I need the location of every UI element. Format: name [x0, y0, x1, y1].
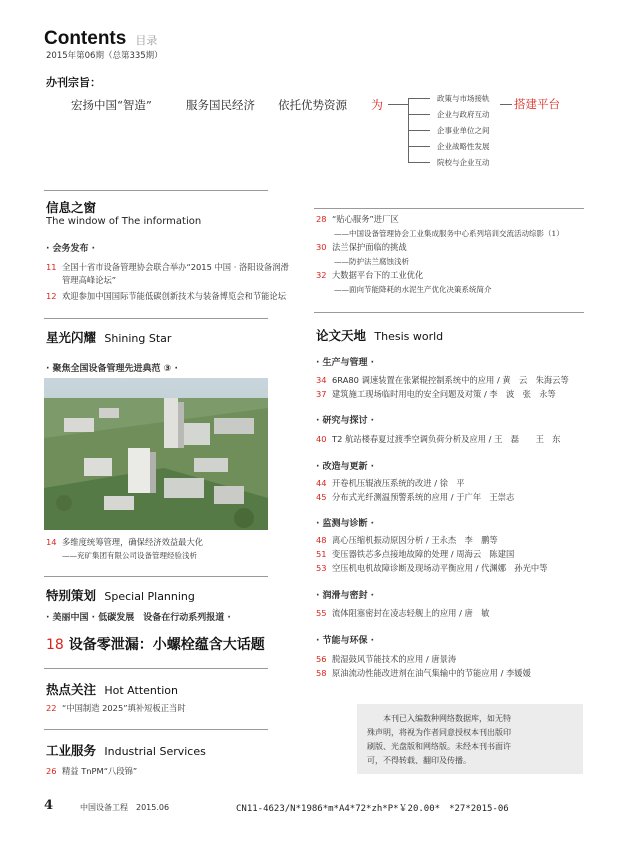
entry-title: 法兰保护面临的挑战: [332, 242, 407, 252]
page-number: 11: [46, 262, 57, 272]
toc-entry-48[interactable]: [316, 535, 498, 546]
toc-entry-45[interactable]: [316, 492, 514, 503]
info-title-en: The window of The information: [46, 216, 202, 227]
toc-entry-14[interactable]: [46, 537, 203, 548]
page-number: 30: [316, 242, 327, 252]
bracket-stem: [388, 104, 408, 105]
notice-line: 殊声明，将视为作者同意授权本刊出版印: [367, 728, 511, 737]
toc-entry-40[interactable]: [316, 434, 560, 445]
toc-entry-58[interactable]: [316, 668, 531, 679]
contents-title: Contents: [44, 28, 127, 49]
star-title-cn: 星光闪耀: [46, 330, 97, 345]
page-number: 28: [316, 214, 327, 224]
industrial-title-en: Industrial Services: [104, 745, 206, 758]
entry-title: 空压机电机故障诊断及现场动平衡应用 / 代渊娜 孙光中等: [332, 563, 548, 573]
entry-title: 流体阻塞密封在凌志轻舰上的应用 / 唐 敏: [332, 608, 490, 618]
headline-text: 设备零泄漏：小螺栓蕴含大话题: [68, 637, 265, 653]
toc-entry-32[interactable]: [316, 270, 423, 281]
entry-title: “贴心服务”进厂区: [332, 214, 399, 224]
page-number: 55: [316, 608, 327, 618]
thesis-title-en: Thesis world: [374, 330, 444, 343]
toc-entry-11-cont: 管理高峰论坛”: [62, 275, 117, 285]
toc-entry-22[interactable]: [46, 703, 186, 714]
page-number: 22: [46, 703, 57, 713]
entry-title: 精益 TnPM“八段锦”: [62, 766, 138, 776]
notice-line: 刷版、光盘版和网络版。未经本刊书面许: [367, 742, 511, 751]
purpose-item-1: 政策与市场接轨: [437, 94, 490, 103]
page-number: 40: [316, 434, 327, 444]
entry-title: 大数据平台下的工业优化: [332, 270, 424, 280]
bracket-tick-3: [408, 130, 430, 131]
toc-entry-56[interactable]: [316, 654, 456, 665]
purpose-item-2: 企业与政府互动: [437, 110, 490, 119]
special-title-cn: 特别策划: [46, 588, 97, 603]
toc-entry-37[interactable]: [316, 389, 556, 400]
note-28: ——中国设备管理协会工业集成服务中心系列培训交流活动综影（1）: [334, 229, 564, 238]
thesis-title: [316, 326, 443, 344]
star-title-en: Shining Star: [104, 332, 172, 345]
notice-line: 本刊已入编数种网络数据库，如无特: [383, 714, 511, 723]
rule-right-top: [314, 208, 584, 209]
page-number: 32: [316, 270, 327, 280]
mulu-title: 目录: [135, 34, 158, 47]
entry-title: 开卷机压辊液压系统的改进 / 徐 平: [332, 478, 465, 488]
entry-title: “中国制造 2025”填补短板正当时: [62, 703, 186, 713]
page-number-footer: 4: [44, 798, 54, 813]
toc-entry-11[interactable]: [46, 262, 289, 273]
entry-title: 建筑施工现场临时用电的安全问题及对策 / 李 波 张 永等: [332, 389, 556, 399]
notice-line: 可，不得转载、翻印及传播。: [367, 756, 471, 765]
bracket-tick-2: [408, 114, 430, 115]
toc-entry-30[interactable]: [316, 242, 407, 253]
special-sub: · 美丽中国 · 低碳发展 设备在行动系列报道 ·: [46, 613, 231, 623]
page-number: 44: [316, 478, 327, 488]
entry-title: 6RA80 调速装置在张紧辊控制系统中的应用 / 黄 云 朱海云等: [332, 375, 569, 385]
page-number: 45: [316, 492, 327, 502]
aerial-photo: [44, 378, 268, 530]
purpose-item-3: 企事业单位之间: [437, 126, 490, 135]
issue-line: 2015年第06期（总第335期）: [46, 51, 163, 61]
entry-title: 欢迎参加中国国际节能低碳创新技术与装备博览会和节能论坛: [62, 291, 287, 301]
hot-title-cn: 热点关注: [46, 682, 97, 697]
industrial-title-cn: 工业服务: [46, 743, 97, 758]
entry-title: 脱湿鼓风节能技术的应用 / 唐景涛: [332, 654, 457, 664]
headline-page: 18: [46, 637, 64, 653]
toc-entry-34[interactable]: [316, 375, 569, 386]
toc-entry-28[interactable]: [316, 214, 399, 225]
purpose-goal: 搭建平台: [514, 97, 560, 111]
page-number: 53: [316, 563, 327, 573]
purpose-item-4: 企业战略性发展: [437, 142, 490, 151]
aerial-photo-svg: [44, 378, 268, 530]
industrial-title: [46, 741, 206, 759]
copyright-notice: [357, 704, 583, 774]
note-32: ——面向节能降耗的水泥生产优化决策系统简介: [334, 285, 492, 294]
page-number: 58: [316, 668, 327, 678]
thesis-title-cn: 论文天地: [316, 328, 367, 343]
special-title: [46, 586, 195, 604]
special-title-en: Special Planning: [104, 590, 195, 603]
page-number: 26: [46, 766, 57, 776]
entry-title: 全国十省市设备管理协会联合举办“2015 中国 · 洛阳设备润滑: [62, 262, 289, 272]
page-number: 14: [46, 537, 57, 547]
rule-info: [44, 190, 268, 191]
purpose-label: 办刊宗旨：: [46, 76, 101, 89]
toc-entry-53[interactable]: [316, 563, 548, 574]
page-number: 34: [316, 375, 327, 385]
bracket-out: [500, 104, 512, 105]
page-number: 12: [46, 291, 57, 301]
star-title: [46, 328, 171, 346]
entry-title: T2 航站楼春夏过渡季空调负荷分析及应用 / 王 磊 王 东: [332, 434, 561, 444]
slogan-3: 依托优势资源: [278, 98, 347, 112]
entry-title: 变压器铁芯多点接地故障的处理 / 周海云 陈建国: [332, 549, 515, 559]
info-title-cn: 信息之窗: [46, 200, 97, 215]
bracket-tick-1: [408, 98, 430, 99]
toc-entry-12[interactable]: [46, 291, 286, 302]
masthead: [44, 28, 157, 50]
group-sub: · 生产与管理 ·: [316, 358, 375, 368]
special-headline[interactable]: [46, 634, 265, 654]
journal-footer: 中国设备工程 2015.06: [80, 803, 170, 812]
slogan-2: 服务国民经济: [186, 98, 255, 112]
group-sub: · 改造与更新 ·: [316, 462, 375, 472]
page-number: 48: [316, 535, 327, 545]
toc-entry-55[interactable]: [316, 608, 489, 619]
entry-title: 原油流动性能改进剂在油气集输中的节能应用 / 李媛媛: [332, 668, 531, 678]
rule-thesis: [314, 312, 584, 313]
bracket-tick-4: [408, 146, 430, 147]
group-sub: · 润滑与密封 ·: [316, 591, 375, 601]
toc-entry-26[interactable]: [46, 766, 137, 777]
hot-title: [46, 680, 178, 698]
entry-title: 多维度统筹管理，确保经济效益最大化: [62, 537, 204, 547]
rule-industrial: [44, 729, 268, 730]
group-sub: · 研究与探讨 ·: [316, 416, 375, 426]
page-number: 51: [316, 549, 327, 559]
rule-special: [44, 576, 268, 577]
toc-entry-51[interactable]: [316, 549, 514, 560]
info-sub: · 会务发布 ·: [46, 244, 96, 254]
entry-title: 分布式光纤测温预警系统的应用 / 于广年 王崇志: [332, 492, 515, 502]
rule-hot: [44, 668, 268, 669]
rule-star: [44, 318, 268, 319]
group-sub: · 节能与环保 ·: [316, 636, 375, 646]
page-number: 56: [316, 654, 327, 664]
info-title: [46, 198, 96, 216]
entry-title: 离心压缩机振动原因分析 / 王永杰 李 鹏等: [332, 535, 498, 545]
group-sub: · 监测与诊断 ·: [316, 519, 375, 529]
hot-title-en: Hot Attention: [104, 684, 178, 697]
slogan-wei: 为: [371, 98, 384, 112]
page-number: 37: [316, 389, 327, 399]
cn-code-footer: CN11-4623/N*1986*m*A4*72*zh*P*￥20.00* *27*2015-06: [236, 804, 509, 814]
purpose-item-5: 院校与企业互动: [437, 158, 490, 167]
slogan-1: 宏扬中国“智造”: [71, 98, 152, 112]
toc-entry-44[interactable]: [316, 478, 465, 489]
note-30: ——防护法兰腐蚀浅析: [334, 257, 409, 266]
star-note: ——兖矿集团有限公司设备管理经验浅析: [62, 551, 197, 560]
star-sub: · 聚焦全国设备管理先进典范 ③ ·: [46, 364, 178, 374]
bracket-tick-5: [408, 162, 430, 163]
